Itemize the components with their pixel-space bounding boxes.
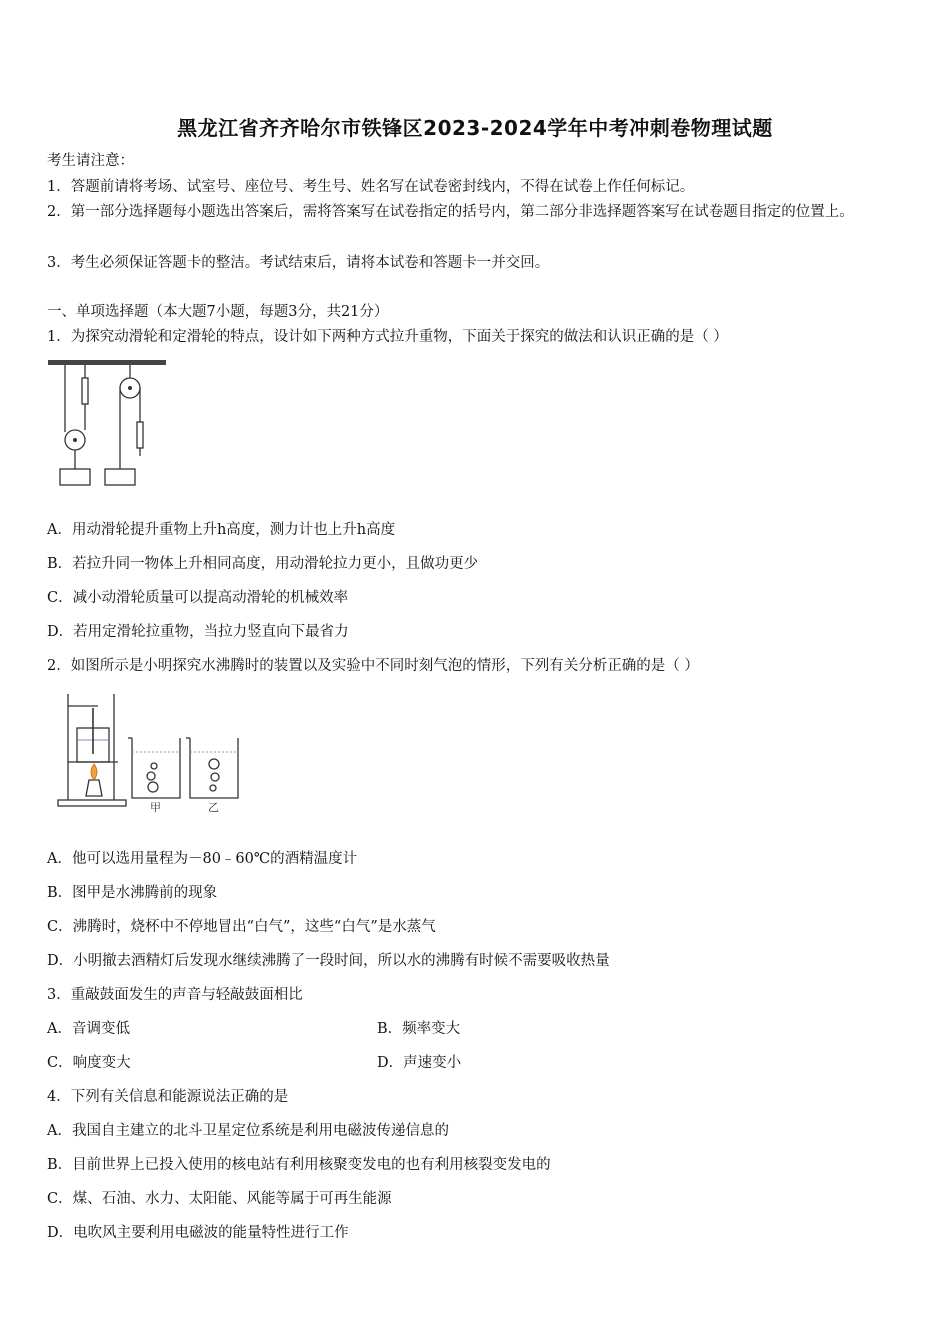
- notice-item: 1．答题前请将考场、试室号、座位号、考生号、姓名写在试卷密封线内，不得在试卷上作任何标记。: [47, 179, 695, 195]
- figure-label-yi: 乙: [208, 801, 219, 814]
- notice-heading: 考生请注意：: [47, 153, 134, 169]
- option: B．图甲是水沸腾前的现象: [47, 885, 218, 901]
- option: A．用动滑轮提升重物上升h高度，测力计也上升h高度: [47, 522, 396, 538]
- pulley-figure: [45, 356, 175, 491]
- option: D．小明撤去酒精灯后发现水继续沸腾了一段时间，所以水的沸腾有时候不需要吸收热量: [47, 953, 610, 969]
- notice-item: 2．第一部分选择题每小题选出答案后，需将答案写在试卷指定的括号内，第二部分非选择题答案写在试卷题目指定的位置上。: [47, 204, 854, 220]
- option: C．减小动滑轮质量可以提高动滑轮的机械效率: [47, 590, 349, 606]
- option: C．煤、石油、水力、太阳能、风能等属于可再生能源: [47, 1191, 392, 1207]
- option: A．他可以选用量程为－80﹣60℃的酒精温度计: [47, 851, 358, 867]
- option: B．频率变大: [377, 1021, 461, 1037]
- question-stem: 3．重敲鼓面发生的声音与轻敲鼓面相比: [47, 987, 303, 1003]
- option: D．声速变小: [377, 1055, 462, 1071]
- option: D．若用定滑轮拉重物，当拉力竖直向下最省力: [47, 624, 349, 640]
- question-stem: 4．下列有关信息和能源说法正确的是: [47, 1089, 289, 1105]
- section-heading: 一、单项选择题（本大题7小题，每题3分，共21分）: [47, 304, 389, 320]
- page-title: 黑龙江省齐齐哈尔市铁锋区2023-2024学年中考冲刺卷物理试题: [177, 116, 773, 140]
- option: C．响度变大: [47, 1055, 131, 1071]
- notice-item: 3．考生必须保证答题卡的整洁。考试结束后，请将本试卷和答题卡一并交回。: [47, 255, 550, 271]
- question-stem: 1．为探究动滑轮和定滑轮的特点，设计如下两种方式拉升重物，下面关于探究的做法和认识正确的是（ ）: [47, 329, 728, 345]
- option: A．音调变低: [47, 1021, 130, 1037]
- option: D．电吹风主要利用电磁波的能量特性进行工作: [47, 1225, 349, 1241]
- figure-label-jia: 甲: [150, 801, 161, 814]
- question-stem: 2．如图所示是小明探究水沸腾时的装置以及实验中不同时刻气泡的情形，下列有关分析正确的是（ ）: [47, 658, 699, 674]
- option: C．沸腾时，烧杯中不停地冒出“白气”，这些“白气”是水蒸气: [47, 919, 436, 935]
- option: B．目前世界上已投入使用的核电站有利用核聚变发电的也有利用核裂变发电的: [47, 1157, 551, 1173]
- boiling-apparatus-figure: [50, 688, 255, 818]
- option: A．我国自主建立的北斗卫星定位系统是利用电磁波传递信息的: [47, 1123, 449, 1139]
- option: B．若拉升同一物体上升相同高度，用动滑轮拉力更小，且做功更少: [47, 556, 479, 572]
